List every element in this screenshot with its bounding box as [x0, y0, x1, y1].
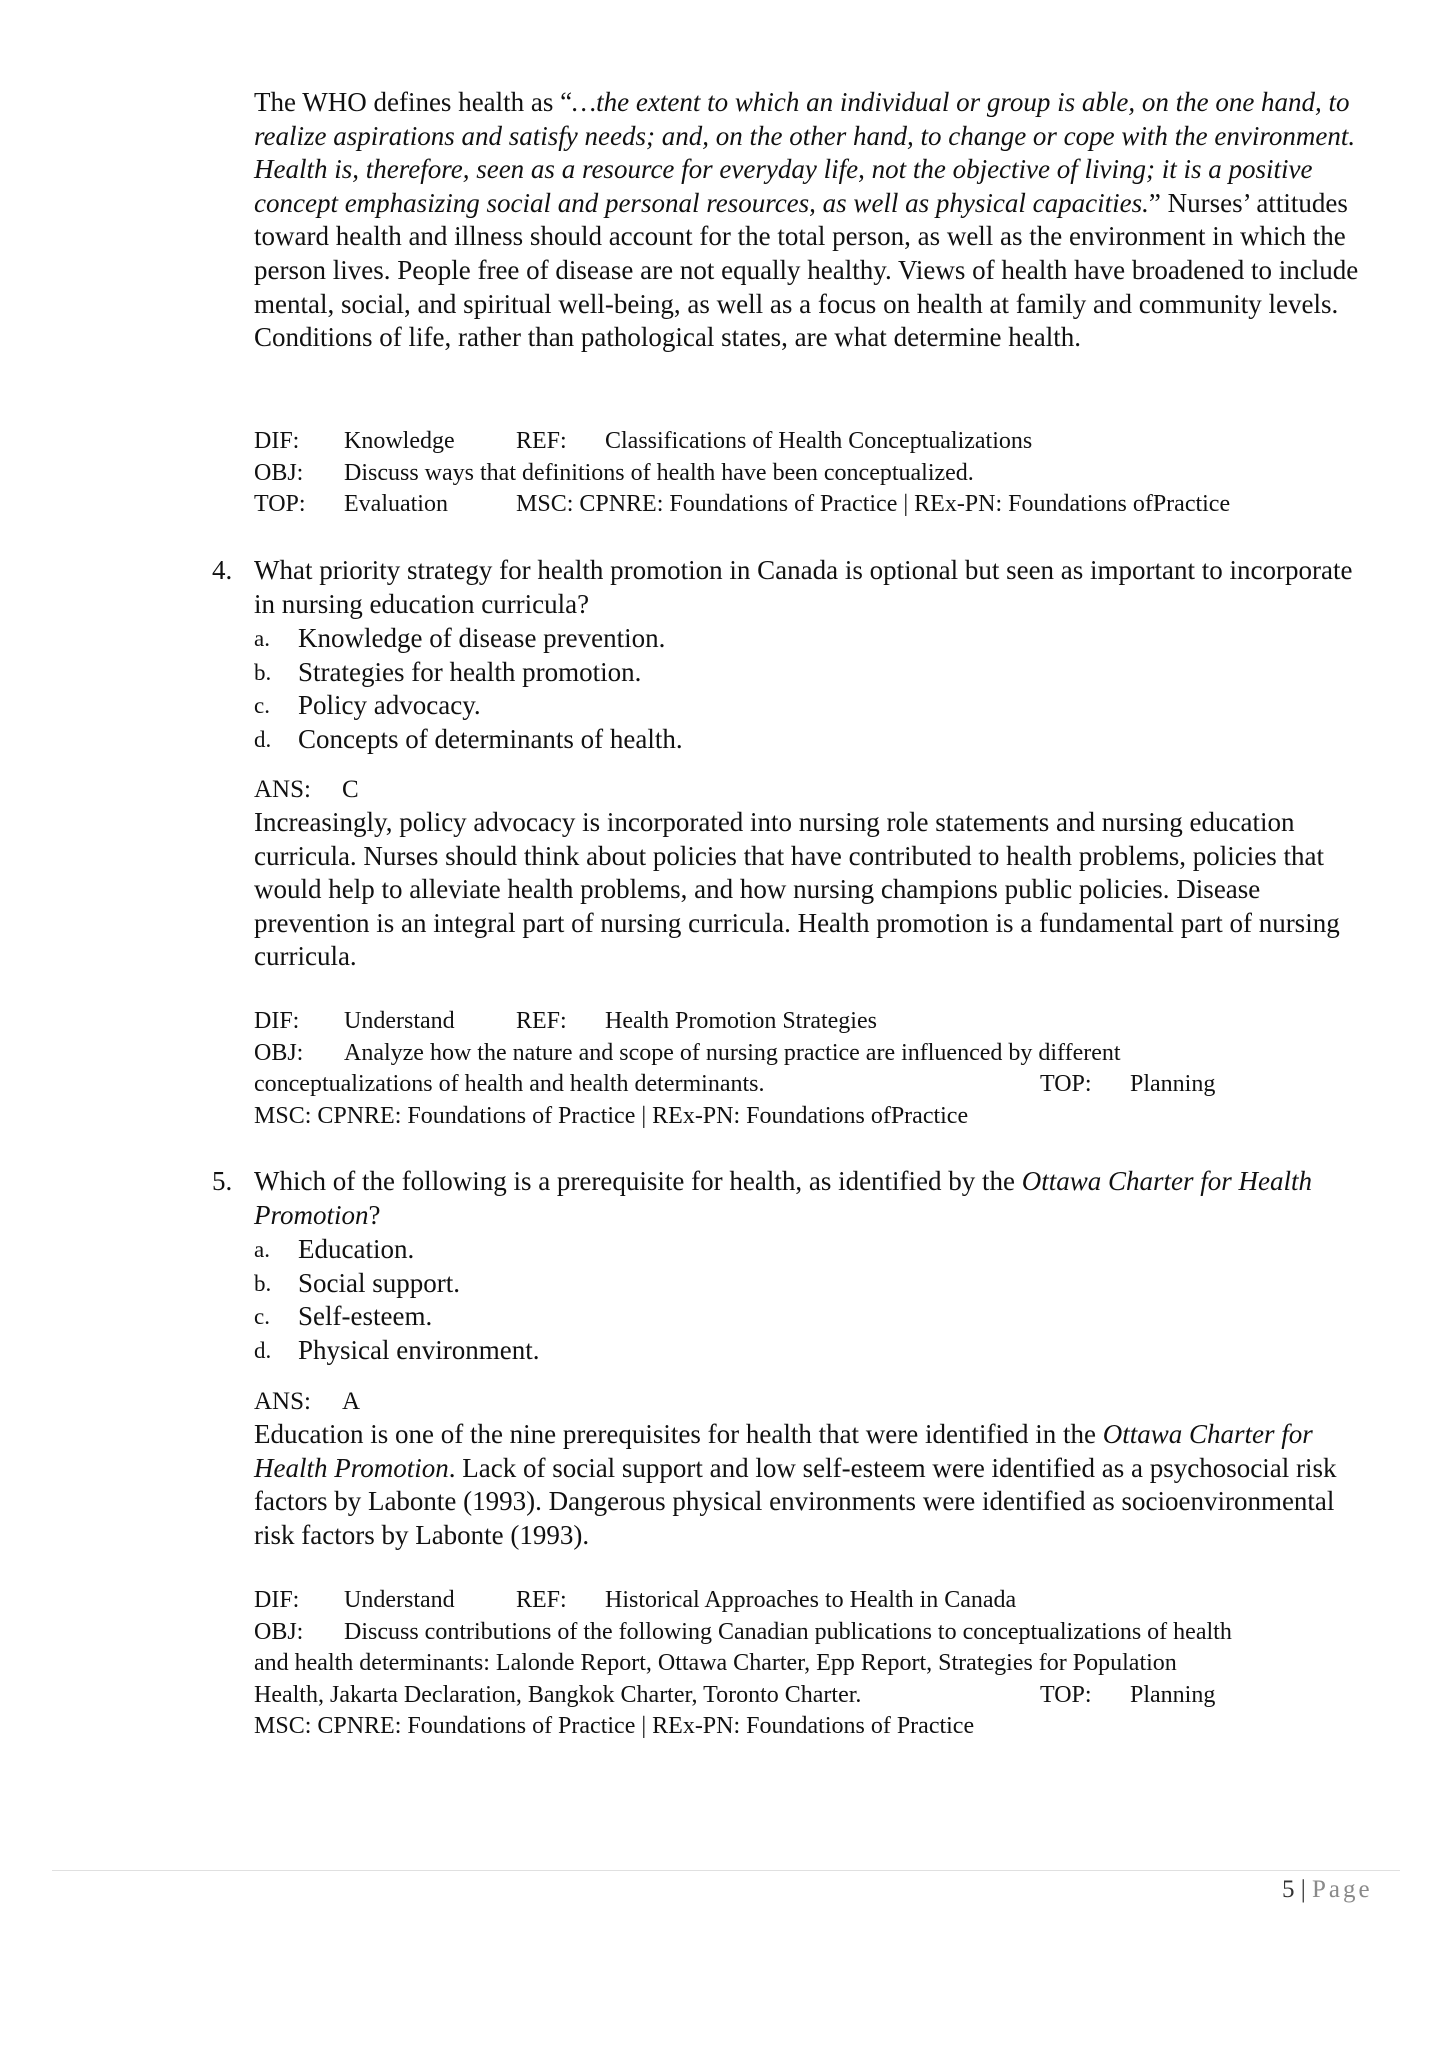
top-value: Planning — [1130, 1681, 1216, 1708]
obj-value-line2: and health determinants: Lalonde Report, Ottawa Charter, Epp Report, Strategies for Population — [254, 1650, 1177, 1676]
ref-label: REF: — [516, 1587, 567, 1613]
obj-label: OBJ: — [254, 1039, 304, 1066]
page-word: Page — [1312, 1876, 1373, 1903]
q3-rationale-lead: The WHO defines health as “ — [254, 87, 573, 117]
answer-value: C — [342, 776, 359, 803]
msc-value: MSC: CPNRE: Foundations of Practice | REx-PN: Foundations ofPractice — [516, 491, 1231, 517]
msc-value: MSC: CPNRE: Foundations of Practice | REx-PN: Foundations ofPractice — [254, 1102, 969, 1129]
dif-label: DIF: — [254, 1008, 300, 1034]
top-value: Planning — [1130, 1071, 1216, 1097]
msc-value: MSC: CPNRE: Foundations of Practice | REx-PN: Foundations of Practice — [254, 1713, 975, 1739]
page-number-value: 5 — [1282, 1876, 1295, 1903]
dif-label: DIF: — [254, 1587, 300, 1613]
question-number: 4. — [212, 555, 233, 585]
top-value: Evaluation — [344, 491, 448, 517]
ref-value: Health Promotion Strategies — [605, 1008, 877, 1034]
q3-meta — [254, 426, 1374, 521]
question-stem: What priority strategy for health promotion in Canada is optional but seen as important to incorporate in nursing education curricula? — [254, 555, 1353, 619]
page-separator: | — [1300, 1876, 1306, 1903]
ref-value: Classifications of Health Conceptualizations — [605, 428, 1033, 454]
obj-value-line1: Discuss contributions of the following Canadian publications to conceptualizations of health — [344, 1618, 1232, 1645]
ref-value: Historical Approaches to Health in Canada — [605, 1587, 1017, 1613]
question-stem: Which of the following is a prerequisite for health, as identified by the Ottawa Charter for Health Promotion? — [254, 1166, 1313, 1230]
obj-value-line1: Analyze how the nature and scope of nursing practice are influenced by different — [344, 1039, 1121, 1066]
ottawa-charter-title: Ottawa Charter for Health Promotion — [254, 1419, 1313, 1483]
obj-label: OBJ: — [254, 459, 304, 486]
obj-value: Discuss ways that definitions of health have been conceptualized. — [344, 459, 974, 486]
q3-rationale-tail: ” Nurses’ attitudes toward health and illness should account for the total person, as well as the environment in which the person lives. People free of disease are not equally healthy. Views of health have broadened to include mental, social, and spiritual well-being, as well as a focus on health at family and community levels. Conditions of life, rather than pathological states, are what determine health. — [254, 187, 1359, 353]
top-label: TOP: — [1040, 1071, 1092, 1097]
q4-meta — [254, 1006, 1374, 1132]
obj-value-line3: Health, Jakarta Declaration, Bangkok Charter, Toronto Charter. — [254, 1681, 862, 1708]
footer-divider — [52, 1870, 1400, 1871]
question-number: 5. — [212, 1166, 233, 1196]
q5-rationale: Education is one of the nine prerequisites for health that were identified in the Ottawa Charter for Health Promotion. Lack of social support and low self-esteem were identified as a psychosocial risk factors by Labonte (1993). Dangerous physical environments were identified as socioenvironmental risk factors by Labonte (1993). — [254, 1419, 1337, 1550]
answer-label: ANS: — [254, 1388, 311, 1415]
ottawa-charter-title: Ottawa Charter for Health Promotion — [254, 1166, 1313, 1230]
ref-label: REF: — [516, 428, 567, 454]
top-label: TOP: — [254, 491, 306, 517]
q3-rationale — [254, 86, 1374, 355]
who-definition-quote: …the extent to which an individual or group is able, on the one hand, to realize aspirations and satisfy needs; and, on the other hand, to change or cope with the environment. Health is, therefore, seen as a resource for everyday life, not the objective of living; it is a positive concept emphasizing social and personal resources, as well as physical capacities. — [254, 87, 1356, 218]
q4-rationale: Increasingly, policy advocacy is incorporated into nursing role statements and nursing education curricula. Nurses should think about policies that have contributed to health problems, policies that would help to alleviate health problems, and how nursing champions public policies. Disease prevention is an integral part of nursing curricula. Health promotion is a fundamental part of nursing curricula. — [254, 807, 1340, 972]
dif-label: DIF: — [254, 428, 300, 454]
top-label: TOP: — [1040, 1681, 1092, 1708]
answer-value: A — [342, 1388, 361, 1415]
q5-meta — [254, 1585, 1374, 1743]
answer-label: ANS: — [254, 776, 311, 803]
obj-label: OBJ: — [254, 1618, 304, 1645]
dif-value: Understand — [344, 1008, 455, 1034]
ref-label: REF: — [516, 1008, 567, 1034]
dif-value: Knowledge — [344, 428, 455, 454]
page-number — [1282, 1874, 1373, 1906]
obj-value-line2: conceptualizations of health and health determinants. — [254, 1071, 765, 1097]
dif-value: Understand — [344, 1587, 455, 1613]
